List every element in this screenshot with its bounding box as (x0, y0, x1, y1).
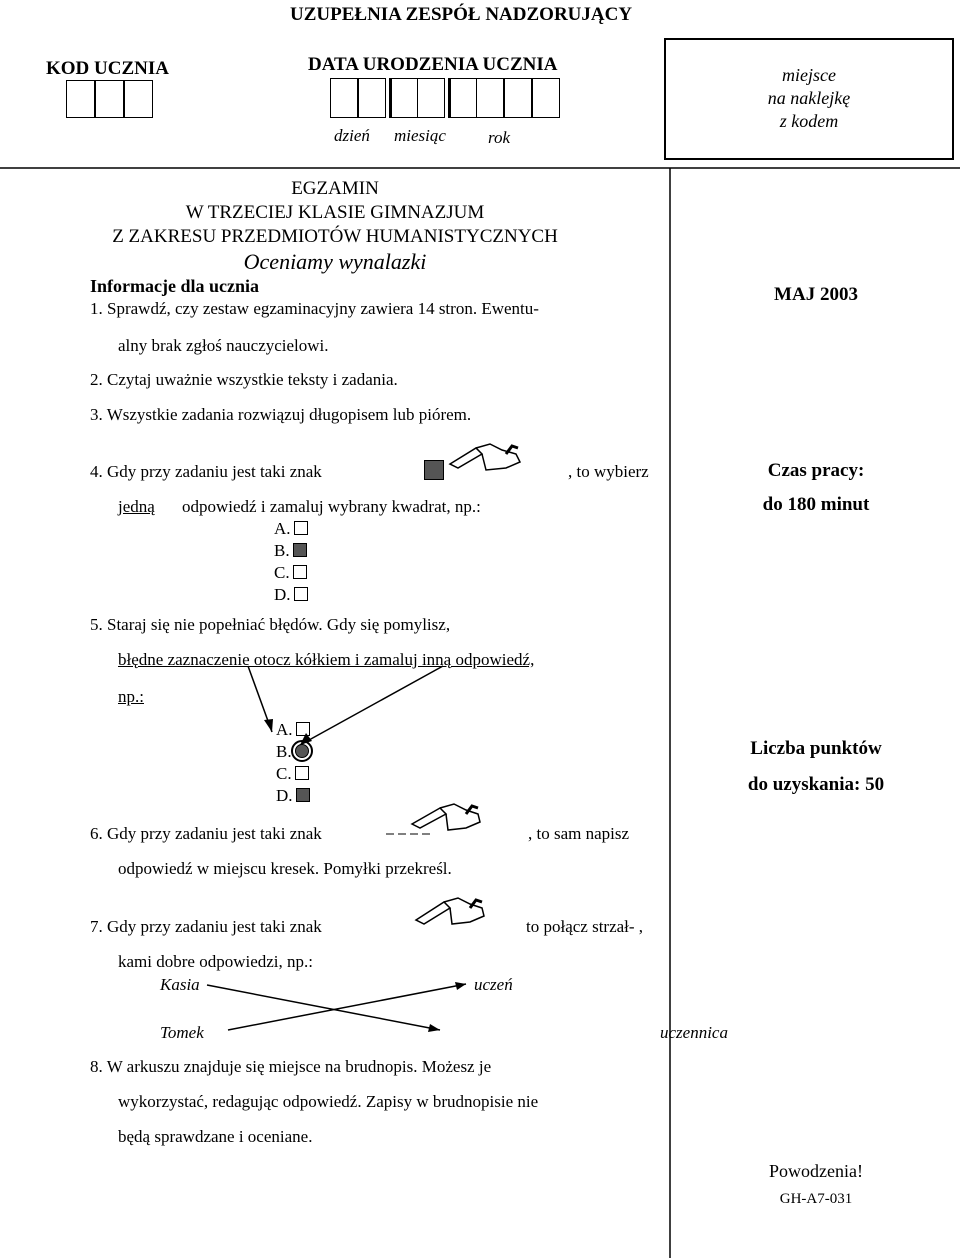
instruction-5c: np.: (118, 687, 144, 706)
instruction-6b: odpowiedź w miejscu kresek. Pomyłki przekreśl. (118, 859, 452, 878)
form-code: GH-A7-031 (779, 1191, 853, 1207)
empty-square-icon[interactable] (294, 587, 308, 601)
writing-hand-icon (446, 440, 524, 474)
good-luck: Powodzenia! (769, 1161, 863, 1181)
instruction-7a: 7. Gdy przy zadaniu jest taki znak (90, 917, 322, 936)
instruction-4a-end: , to wybierz (568, 462, 649, 481)
example1-option-d (274, 585, 308, 605)
option-label: C. (274, 563, 290, 582)
example2-option-d (276, 786, 310, 806)
instruction-2: 2. Czytaj uważnie wszystkie teksty i zadania. (90, 370, 398, 389)
example7-left-1: Kasia (160, 975, 200, 994)
instruction-1b: alny brak zgłoś nauczycielowi. (118, 336, 329, 355)
points-label: Liczba punktów (750, 738, 882, 759)
date-month-label: miesiąc (394, 126, 446, 145)
sticker-line-3: z kodem (779, 111, 839, 131)
instruction-4b-underlined: jedną (118, 497, 155, 516)
example2-option-c (276, 764, 309, 784)
empty-square-icon[interactable] (296, 722, 310, 736)
date-year-label: rok (488, 128, 511, 147)
example7-left-2: Tomek (160, 1023, 204, 1042)
option-label: C. (276, 764, 292, 783)
option-label: D. (274, 585, 291, 604)
instruction-5a: 5. Staraj się nie popełniać błędów. Gdy się pomylisz, (90, 615, 451, 634)
kod-label: KOD UCZNIA (46, 58, 169, 79)
example1-option-a (274, 519, 308, 539)
date-day-label: dzień (334, 126, 370, 145)
instruction-1a: 1. Sprawdź, czy zestaw egzaminacyjny zawiera 14 stron. Ewentu- (90, 299, 539, 318)
circled-square-icon[interactable] (295, 744, 309, 758)
exam-subtitle: Oceniamy wynalazki (243, 249, 427, 274)
option-label: B. (276, 742, 292, 761)
instruction-6a: 6. Gdy przy zadaniu jest taki znak (90, 824, 322, 843)
exam-title-2: W TRZECIEJ KLASIE GIMNAZJUM (185, 202, 485, 223)
instruction-8b: wykorzystać, redagując odpowiedź. Zapisy w brudnopisie nie (118, 1092, 539, 1111)
instruction-4a: 4. Gdy przy zadaniu jest taki znak (90, 462, 322, 481)
option-label: A. (276, 720, 293, 739)
exam-title-1: EGZAMIN (291, 178, 379, 199)
example2-option-a (276, 720, 310, 740)
instruction-6a-end: , to sam napisz (528, 824, 630, 843)
instruction-3: 3. Wszystkie zadania rozwiązuj długopisem lub piórem. (90, 405, 472, 424)
arrow-connect-sign-icon (386, 888, 506, 934)
empty-square-icon[interactable] (295, 766, 309, 780)
example1-option-c (274, 563, 307, 583)
instruction-7b: kami dobre odpowiedzi, np.: (118, 952, 313, 971)
option-label: A. (274, 519, 291, 538)
filled-square-icon[interactable] (296, 788, 310, 802)
data-label: DATA URODZENIA UCZNIA (308, 54, 558, 75)
example7-right-1: uczeń (474, 975, 513, 994)
instruction-4b: odpowiedź i zamaluj wybrany kwadrat, np.: (182, 497, 481, 516)
pen-lines-sign-icon (382, 798, 492, 838)
exam-title-3: Z ZAKRESU PRZEDMIOTÓW HUMANISTYCZNYCH (112, 226, 558, 247)
instruction-8a: 8. W arkuszu znajduje się miejsce na brudnopis. Możesz je (90, 1057, 492, 1076)
filled-square-icon[interactable] (293, 543, 307, 557)
instruction-8c: będą sprawdzane i oceniane. (118, 1127, 313, 1146)
sticker-line-2: na naklejkę (767, 88, 851, 108)
top-title: UZUPEŁNIA ZESPÓŁ NADZORUJĄCY (290, 4, 633, 25)
example7-right-2: uczennica (660, 1023, 728, 1042)
instruction-7a-end: to połącz strzał- , (526, 917, 644, 936)
sticker-line-1: miejsce (782, 65, 836, 85)
example2-option-b (276, 742, 309, 762)
filled-square-sign-icon (424, 460, 444, 480)
time-label: Czas pracy: (767, 460, 865, 481)
option-label: D. (276, 786, 293, 805)
time-value: do 180 minut (762, 494, 870, 515)
instruction-5b: błędne zaznaczenie otocz kółkiem i zamaluj inną odpowiedź, (118, 650, 535, 669)
info-heading: Informacje dla ucznia (90, 276, 259, 296)
example1-option-b (274, 541, 307, 561)
option-label: B. (274, 541, 290, 560)
points-value: do uzyskania: 50 (747, 774, 885, 795)
empty-square-icon[interactable] (293, 565, 307, 579)
exam-date: MAJ 2003 (774, 284, 858, 305)
empty-square-icon[interactable] (294, 521, 308, 535)
